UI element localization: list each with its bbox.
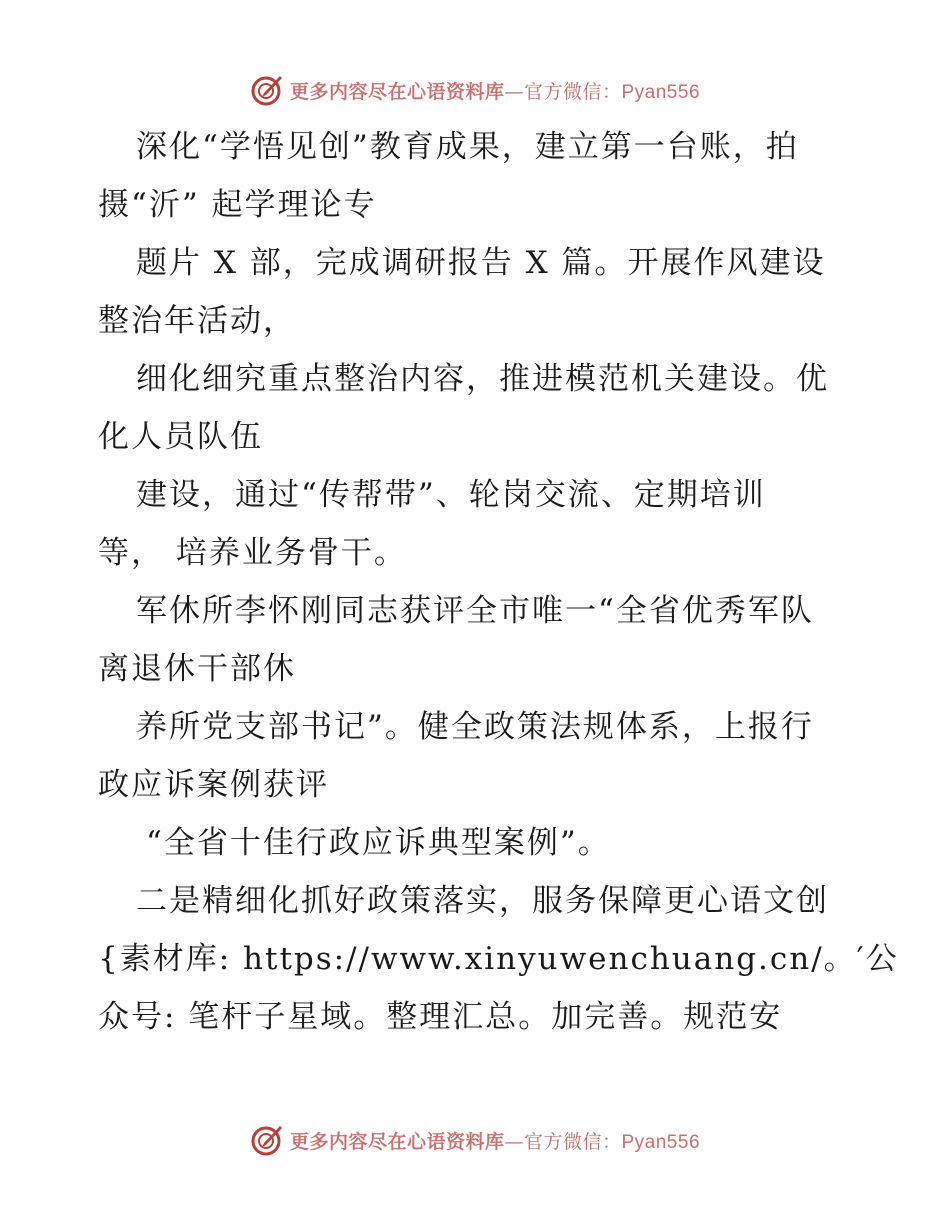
banner-text bbox=[290, 1127, 700, 1154]
header-banner bbox=[0, 70, 950, 110]
text-line: 建设，通过“传帮带”、轮岗交流、定期培训 bbox=[136, 477, 766, 513]
text-line: 军休所李怀刚同志获评全市唯一“全省优秀军队 bbox=[136, 593, 814, 629]
text-line: 政应诉案例获评 bbox=[98, 767, 329, 803]
banner-main-text: 更多内容尽在心语资料库 bbox=[289, 1130, 505, 1153]
quill-logo-icon bbox=[250, 1123, 284, 1157]
text-line: 离退休干部休 bbox=[98, 651, 296, 687]
quill-logo-icon bbox=[250, 73, 284, 107]
text-line: 二是精细化抓好政策落实，服务保障更心语文创 bbox=[136, 883, 829, 919]
text-line: 众号: 笔杆子星域。整理汇总。加完善。规范安 bbox=[98, 999, 783, 1035]
document-body bbox=[98, 118, 899, 1046]
banner-wechat-id: Pyan556 bbox=[621, 81, 701, 103]
banner-wechat-id: Pyan556 bbox=[621, 1131, 701, 1153]
text-line: 细化细究重点整治内容，推进模范机关建设。优 bbox=[136, 361, 829, 397]
text-line: 化人员队伍 bbox=[98, 419, 263, 455]
text-line: “全省十佳行政应诉典型案例”。 bbox=[146, 825, 611, 861]
text-line: 深化“学悟见创”教育成果，建立第一台账，拍 bbox=[136, 129, 799, 165]
banner-main-text: 更多内容尽在心语资料库 bbox=[289, 80, 505, 103]
text-line: 整治年活动， bbox=[98, 303, 296, 339]
text-line: 养所党支部书记”。健全政策法规体系，上报行 bbox=[136, 709, 814, 745]
banner-official-label: 官方微信： bbox=[523, 1130, 622, 1153]
banner-text bbox=[290, 77, 700, 104]
banner-dash: — bbox=[504, 80, 524, 103]
text-line: {素材库: https://www.xinyuwenchuang.cn/。′公 bbox=[98, 941, 899, 977]
text-line: 摄“沂” 起学理论专 bbox=[98, 187, 377, 223]
text-line: 题片 X 部，完成调研报告 X 篇。开展作风建设 bbox=[136, 245, 826, 281]
footer-banner bbox=[0, 1120, 950, 1160]
banner-dash: — bbox=[504, 1130, 524, 1153]
banner-official-label: 官方微信： bbox=[523, 80, 622, 103]
text-line: 等， 培养业务骨干。 bbox=[98, 535, 407, 571]
